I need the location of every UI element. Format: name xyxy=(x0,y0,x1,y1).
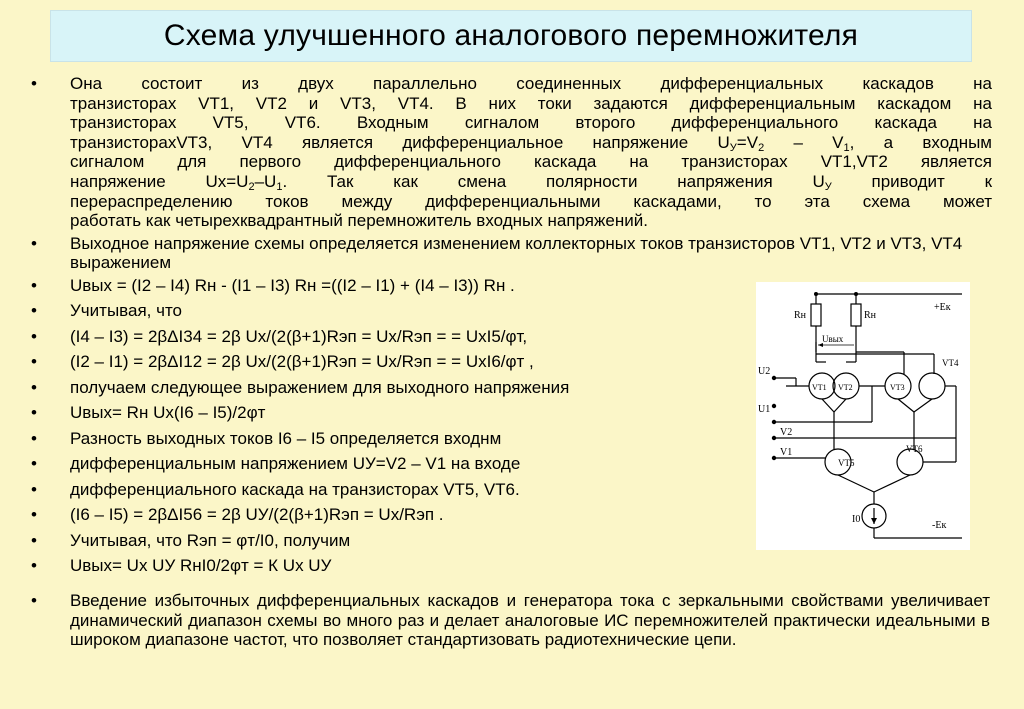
title-box xyxy=(50,10,972,62)
label-vt1: VT1 xyxy=(812,383,827,392)
bullet: • xyxy=(31,556,37,576)
bullet: • xyxy=(31,428,37,448)
subscript: 2 xyxy=(248,180,255,193)
bullet: • xyxy=(31,74,37,93)
subscript: 2 xyxy=(758,141,765,154)
resistor-right xyxy=(851,304,861,326)
text-run: приводит к xyxy=(831,171,993,191)
equation-text: Учитывая, что xyxy=(70,301,183,321)
label-vt2: VT2 xyxy=(838,383,853,392)
label-vminus: -Eк xyxy=(932,520,947,531)
final-text: Введение избыточных дифференциальных каскадов и генератора тока с зеркальными свойствами увеличивает динамический диапазон схемы во много раз и делает аналоговые ИС перемножителей практически идеальными в широком диапазоне частот, что позволяет стандартизовать радиотехнические цепи. xyxy=(70,590,990,650)
label-r-right: Rн xyxy=(864,310,877,321)
bullet: • xyxy=(31,377,37,397)
para1-line: транзисторах VT1, VT2 и VT3, VT4. В них токи задаются дифференциальным каскадом на xyxy=(70,93,992,113)
equation-line xyxy=(30,553,992,579)
text-run: , а входным xyxy=(849,132,992,152)
para1-line-6 xyxy=(70,172,992,192)
equation-text: Uвых= Rн Ux(I6 – I5)/2φт xyxy=(70,403,266,423)
subscript: У xyxy=(824,180,832,193)
text-run: напряжение Ux=U xyxy=(70,171,249,191)
label-i0: I0 xyxy=(852,514,861,525)
paragraph-conclusion xyxy=(30,591,990,650)
bullet: • xyxy=(31,301,37,321)
subscript: 1 xyxy=(276,180,283,193)
text-run: транзисторахVT3, VT4 является дифференциальное напряжение U xyxy=(70,132,730,152)
bullet: • xyxy=(31,233,37,253)
para2-text: Выходное напряжение схемы определяется изменением коллекторных токов транзисторов VT1, VT2 и VT3, VT4 выражением xyxy=(70,233,963,273)
resistor-left xyxy=(811,304,821,326)
bullet: • xyxy=(31,352,37,372)
equation-text: Учитывая, что Rэп = φт/I0, получим xyxy=(70,530,351,550)
circuit-diagram xyxy=(756,282,970,550)
equation-text: Uвых = (I2 – I4) Rн - (I1 – I3) Rн =((I2 – I1) + (I4 – I3)) Rн . xyxy=(70,275,515,295)
label-vt3: VT3 xyxy=(890,383,905,392)
para1-line: перераспределению токов между дифференциальными каскадами, то эта схема может xyxy=(70,191,992,211)
bullet: • xyxy=(31,454,37,474)
label-u1: U1 xyxy=(758,404,771,415)
subscript: 1 xyxy=(843,141,850,154)
equation-text: получаем следующее выражением для выходного напряжения xyxy=(70,377,570,397)
paragraph-output-voltage xyxy=(30,234,978,273)
equation-text: (I6 – I5) = 2βΔI56 = 2β UУ/(2(β+1)Rэп = Ux/Rэп . xyxy=(70,505,444,525)
para1-line-4 xyxy=(70,133,992,153)
bullet: • xyxy=(31,479,37,499)
label-r-left: Rн xyxy=(794,310,807,321)
equation-text: (I4 – I3) = 2βΔI34 = 2β Ux/(2(β+1)Rэп = Ux/Rэп = = UxI5/φт, xyxy=(70,326,528,346)
text-run: =V xyxy=(736,132,759,152)
page-title: Схема улучшенного аналогового перемножителя xyxy=(163,19,859,52)
bullet: • xyxy=(31,505,37,525)
label-uout: Uвых xyxy=(822,334,844,344)
text-run: – V xyxy=(764,132,844,152)
para1-line: сигналом для первого дифференциального каскада на транзисторах VT1,VT2 является xyxy=(70,152,992,172)
label-vt5: VT5 xyxy=(838,458,855,468)
label-u2: U2 xyxy=(758,366,771,377)
para1-line: Она состоит из двух параллельно соединенных дифференциальных каскадов на xyxy=(70,74,992,93)
label-vt4: VT4 xyxy=(942,358,959,368)
bullet: • xyxy=(31,275,37,295)
label-vt6: VT6 xyxy=(906,444,923,454)
equation-text: дифференциального каскада на транзисторах VT5, VT6. xyxy=(70,479,520,499)
text-run: . Так как смена полярности напряжения U xyxy=(282,171,825,191)
para1-line: работать как четырехквадрантный перемножитель входных напряжений. xyxy=(70,211,648,231)
label-vplus: +Eк xyxy=(934,302,951,313)
bullet: • xyxy=(31,403,37,423)
label-v1: V1 xyxy=(780,447,793,458)
para1-line: транзисторах VT5, VT6. Входным сигналом второго дифференциального каскада на xyxy=(70,113,992,133)
label-v2: V2 xyxy=(780,427,793,438)
equation-text: Uвых= Ux UУ RнI0/2φт = К Ux UУ xyxy=(70,556,332,576)
bullet: • xyxy=(31,530,37,550)
bullet: • xyxy=(31,326,37,346)
transistor-vt4 xyxy=(919,373,945,399)
text-run: –U xyxy=(254,171,277,191)
equation-text: (I2 – I1) = 2βΔI12 = 2β Ux/(2(β+1)Rэп = Ux/Rэп = = UxI6/φт , xyxy=(70,352,534,372)
paragraph-intro xyxy=(30,74,992,231)
equation-text: Разность выходных токов I6 – I5 определяется входнм xyxy=(70,428,502,448)
equation-text: дифференциальным напряжением UУ=V2 – V1 на входе xyxy=(70,454,521,474)
bullet: • xyxy=(31,590,37,610)
subscript: У xyxy=(729,141,737,154)
